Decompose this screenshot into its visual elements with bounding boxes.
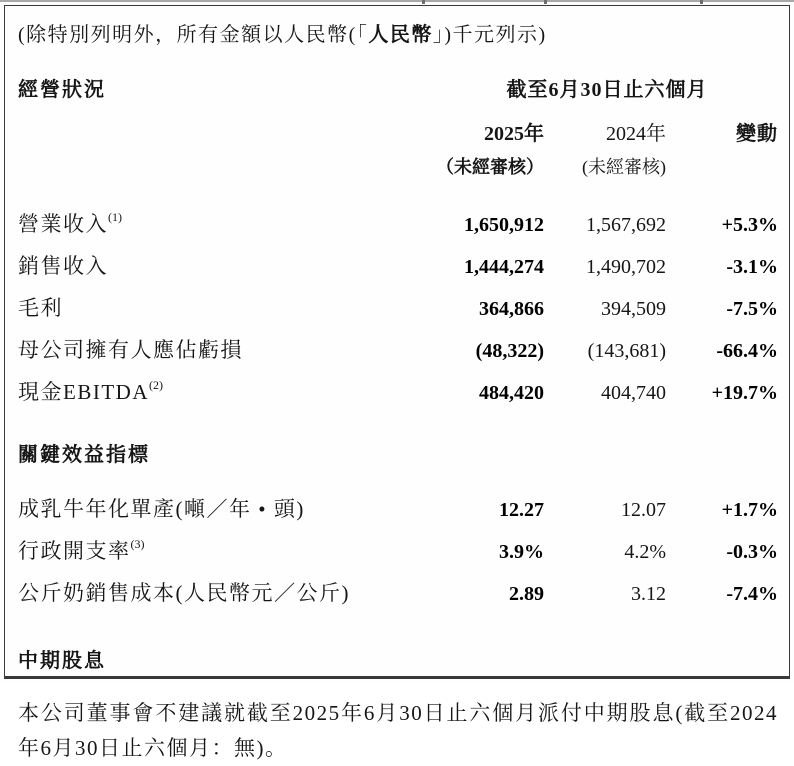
unaudited-label-2024: (未經審核)	[582, 157, 666, 177]
table-row-revenue	[18, 208, 778, 238]
row-label-text: 母公司擁有人應佔虧損	[18, 338, 243, 362]
value-2024: 12.07	[621, 499, 666, 521]
value-2024: 1,567,692	[586, 214, 666, 236]
scan-artifact-line	[0, 0, 794, 2]
row-label	[18, 493, 416, 523]
scan-artifact-tick	[544, 0, 547, 4]
table-row-cash-ebitda	[18, 376, 778, 406]
row-label	[18, 376, 416, 406]
value-change: -0.3%	[726, 541, 778, 563]
value-change: +19.7%	[711, 382, 778, 404]
value-2024: 1,490,702	[586, 256, 666, 278]
row-label-text: 成乳牛年化單產(噸／年 • 頭)	[18, 497, 305, 521]
year-columns-row	[18, 117, 778, 146]
unaudited-row	[18, 153, 778, 179]
currency-note-bold: 人民幣	[368, 24, 433, 46]
footnote-ref: (1)	[108, 210, 122, 224]
row-label-text: 現金EBITDA	[18, 380, 149, 404]
column-header-change: 變動	[736, 123, 778, 145]
footnote-ref: (3)	[130, 537, 145, 551]
value-change: +1.7%	[721, 499, 778, 521]
value-2025: 484,420	[479, 382, 544, 404]
value-2025: 1,444,274	[464, 256, 544, 278]
row-label	[18, 250, 416, 280]
value-change: +5.3%	[721, 214, 778, 236]
row-label	[18, 208, 416, 238]
operating-header-row	[18, 73, 778, 102]
scan-artifact-tick	[700, 0, 703, 4]
document-content	[18, 18, 778, 766]
currency-note	[18, 18, 778, 47]
value-2024: 394,509	[601, 298, 666, 320]
row-label	[18, 577, 416, 607]
dividend-section-title: 中期股息	[18, 650, 106, 672]
row-label	[18, 535, 416, 565]
value-change: -3.1%	[726, 256, 778, 278]
value-change: -7.4%	[726, 583, 778, 605]
row-label	[18, 334, 416, 364]
value-2024: 4.2%	[624, 541, 666, 563]
value-2025: 12.27	[499, 499, 544, 521]
row-label-text: 銷售收入	[18, 254, 108, 278]
value-2025: 3.9%	[499, 541, 544, 563]
metrics-section-title: 關鍵效益指標	[18, 444, 150, 466]
value-2025: 2.89	[509, 583, 544, 605]
value-change: -7.5%	[726, 298, 778, 320]
value-2024: 404,740	[601, 382, 666, 404]
value-2024: (143,681)	[587, 340, 666, 362]
row-label	[18, 292, 416, 322]
row-label-text: 營業收入	[18, 212, 108, 236]
row-label-text: 毛利	[18, 296, 63, 320]
table-row-loss-attributable	[18, 334, 778, 364]
value-2025: 364,866	[479, 298, 544, 320]
column-header-2025: 2025年	[484, 123, 544, 145]
row-label-text: 行政開支率	[18, 539, 131, 563]
table-row-milk-cost-per-kg	[18, 577, 778, 607]
value-2025: 1,650,912	[464, 214, 544, 236]
unaudited-label-2025: （未經審核）	[436, 157, 544, 177]
value-2024: 3.12	[631, 583, 666, 605]
scan-artifact-tick	[422, 0, 425, 4]
dividend-statement: 本公司董事會不建議就截至2025年6月30日止六個月派付中期股息(截至2024年6月30日止六個月：無)。	[18, 701, 778, 760]
table-row-sales-revenue	[18, 250, 778, 280]
currency-note-prefix: (除特別列明外，所有金額以人民幣(「	[18, 24, 369, 46]
table-row-gross-profit	[18, 292, 778, 322]
currency-note-suffix: 」)千元列示)	[432, 24, 547, 46]
footnote-ref: (2)	[149, 378, 163, 392]
row-label-text: 公斤奶銷售成本(人民幣元／公斤)	[18, 581, 350, 605]
value-change: -66.4%	[716, 340, 778, 362]
period-header: 截至6月30日止六個月	[506, 79, 708, 101]
operating-section-title: 經營狀況	[18, 79, 106, 101]
table-row-admin-expense-ratio	[18, 535, 778, 565]
column-header-2024: 2024年	[606, 123, 666, 145]
value-2025: (48,322)	[475, 340, 544, 362]
table-row-milk-yield	[18, 493, 778, 523]
